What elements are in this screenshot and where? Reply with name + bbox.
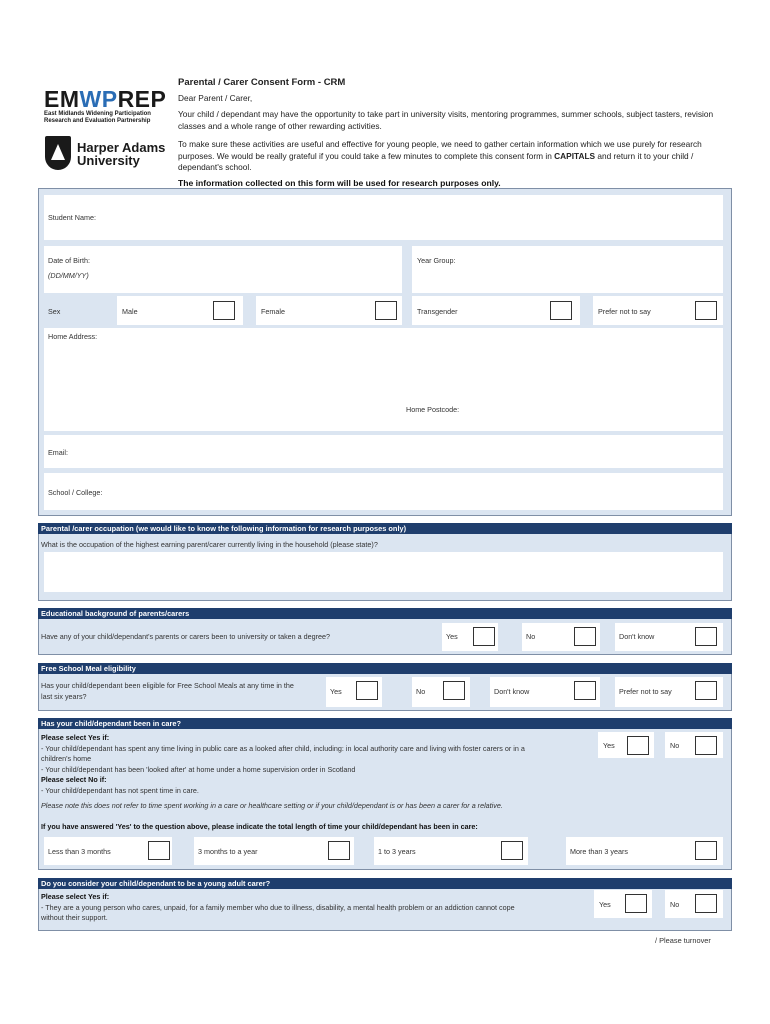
care-no-checkbox[interactable] <box>695 736 717 755</box>
email-label: Email: <box>48 448 68 457</box>
emwprep-subtitle-line2: Research and Evaluation Partnership <box>44 118 151 124</box>
young-carer-yes-checkbox[interactable] <box>625 894 647 913</box>
fsm-yes-label: Yes <box>330 687 342 696</box>
education-yes-checkbox[interactable] <box>473 627 495 646</box>
care-heading: Has your child/dependant been in care? <box>38 718 732 729</box>
care-criteria <box>41 733 581 812</box>
university-name-line2: University <box>77 153 140 168</box>
sex-female-checkbox[interactable] <box>375 301 397 320</box>
fsm-no-checkbox[interactable] <box>443 681 465 700</box>
capitals-emphasis: CAPITALS <box>554 150 596 161</box>
care-length-checkbox-2[interactable] <box>328 841 350 860</box>
care-yes-criterion-1-cont: children's home <box>41 754 92 763</box>
care-note: Please note this does not refer to time spent working in a care or healthcare setting or if your child/dependant is or has been a carer for a relative. <box>41 801 503 810</box>
home-address-field[interactable] <box>44 328 723 431</box>
sex-option-male-label: Male <box>122 307 138 316</box>
student-name-field[interactable] <box>44 195 723 240</box>
date-of-birth-label: Date of Birth: <box>48 256 90 265</box>
intro-paragraph-2 <box>178 139 733 174</box>
fsm-dont-know-checkbox[interactable] <box>574 681 596 700</box>
occupation-question: What is the occupation of the highest earning parent/carer currently living in the household (please state)? <box>41 540 378 549</box>
education-dont-know-checkbox[interactable] <box>695 627 717 646</box>
student-name-label: Student Name: <box>48 213 96 222</box>
year-group-field[interactable] <box>412 246 723 293</box>
intro-paragraph-2a: To make sure these activities are useful and effective for young people, we need to gather certain information which we use purely for research purposes. We would be really grateful if you could take a few minutes to complete this consent form in <box>178 139 702 161</box>
fsm-heading: Free School Meal eligibility <box>38 663 732 674</box>
care-length-checkbox-1[interactable] <box>148 841 170 860</box>
care-no-label: No <box>670 741 680 750</box>
young-carer-yes-label: Yes <box>599 900 611 909</box>
fsm-dont-know-label: Don't know <box>494 687 530 696</box>
date-of-birth-field[interactable] <box>44 246 402 293</box>
university-name-line1: Harper Adams <box>77 140 166 155</box>
emwprep-logo-wp: WP <box>79 86 118 112</box>
education-heading: Educational background of parents/carers <box>38 608 732 619</box>
young-carer-select-yes: Please select Yes if: <box>41 892 110 901</box>
care-yes-checkbox[interactable] <box>627 736 649 755</box>
school-college-label: School / College: <box>48 488 103 497</box>
intro-paragraph-1: Your child / dependant may have the opportunity to take part in university visits, mentoring programmes, summer schools, subject tasters, revision classes and a whole range of other rewarding activities. <box>178 109 714 131</box>
home-postcode-label: Home Postcode: <box>406 405 460 414</box>
greeting: Dear Parent / Carer, <box>178 93 253 103</box>
fsm-question-line2: last six years? <box>41 691 87 701</box>
care-no-criterion-1: - Your child/dependant has not spent time in care. <box>41 785 199 795</box>
care-length-checkbox-3[interactable] <box>501 841 523 860</box>
care-length-question <box>41 822 478 833</box>
sex-option-prefer-not-label: Prefer not to say <box>598 307 651 316</box>
fsm-question-line1: Has your child/dependant been eligible for Free School Meals at any time in the <box>41 681 294 690</box>
young-carer-criterion-line2: without their support. <box>41 913 108 922</box>
sex-prefer-not-checkbox[interactable] <box>695 301 717 320</box>
education-yes-label: Yes <box>446 632 458 641</box>
care-length-checkbox-4[interactable] <box>695 841 717 860</box>
care-length-question-text: If you have answered 'Yes' to the question above, please indicate the total length of time your child/dependant has been in care: <box>41 822 478 831</box>
fsm-no-label: No <box>416 687 426 696</box>
research-purposes-note: The information collected on this form will be used for research purposes only. <box>178 178 501 188</box>
education-no-checkbox[interactable] <box>574 627 596 646</box>
care-length-label-3: 1 to 3 years <box>378 847 416 856</box>
young-carer-criteria <box>41 892 586 924</box>
university-crest-icon <box>45 136 71 170</box>
school-college-field[interactable] <box>44 473 723 510</box>
education-question: Have any of your child/dependant's parents or carers been to university or taken a degree? <box>41 632 331 641</box>
young-carer-heading: Do you consider your child/dependant to be a young adult carer? <box>38 878 732 889</box>
sex-option-transgender-label: Transgender <box>417 307 458 316</box>
sex-transgender-checkbox[interactable] <box>550 301 572 320</box>
young-carer-no-checkbox[interactable] <box>695 894 717 913</box>
year-group-label: Year Group: <box>417 256 456 265</box>
care-select-yes: Please select Yes if: <box>41 733 110 742</box>
email-field[interactable] <box>44 435 723 468</box>
occupation-heading: Parental /carer occupation (we would like to know the following information for research purposes only) <box>38 523 732 534</box>
education-no-label: No <box>526 632 536 641</box>
page-title: Parental / Carer Consent Form - CRM <box>178 77 346 88</box>
care-length-label-2: 3 months to a year <box>198 847 258 856</box>
emwprep-logo-rep: REP <box>117 86 167 112</box>
care-length-label-1: Less than 3 months <box>48 847 111 856</box>
young-carer-no-label: No <box>670 900 680 909</box>
care-length-label-4: More than 3 years <box>570 847 628 856</box>
fsm-prefer-not-checkbox[interactable] <box>695 681 717 700</box>
sex-option-female-label: Female <box>261 307 285 316</box>
emwprep-logo-subtitle <box>44 111 151 125</box>
sex-male-checkbox[interactable] <box>213 301 235 320</box>
university-logo-text <box>77 141 165 167</box>
occupation-field[interactable] <box>44 552 723 592</box>
care-yes-criterion-1: - Your child/dependant has spent any time living in public care as a looked after child, including: in local authority care and living with foster carers or in a <box>41 743 525 753</box>
please-turnover-note: / Please turnover <box>655 936 711 945</box>
education-dont-know-label: Don't know <box>619 632 655 641</box>
emwprep-logo-em: EM <box>44 86 80 112</box>
emwprep-subtitle-line1: East Midlands Widening Participation <box>44 111 151 117</box>
fsm-question <box>41 681 294 702</box>
home-address-label: Home Address: <box>48 332 98 341</box>
care-select-no: Please select No if: <box>41 775 107 784</box>
intro-paragraph-2b: and return it to your child / dependant's school. <box>178 150 694 172</box>
fsm-yes-checkbox[interactable] <box>356 681 378 700</box>
young-carer-criterion-line1: - They are a young person who cares, unpaid, for a family member who due to illness, disability, a mental health problem or an addiction cannot cope <box>41 902 515 912</box>
care-yes-label: Yes <box>603 741 615 750</box>
fsm-prefer-not-label: Prefer not to say <box>619 687 672 696</box>
care-yes-criterion-2: - Your child/dependant has been 'looked after' at home under a home supervision order in Scotland <box>41 764 356 774</box>
emwprep-logo <box>44 86 166 113</box>
date-of-birth-format: (DD/MM/YY) <box>48 271 89 280</box>
sex-label: Sex <box>48 307 61 316</box>
